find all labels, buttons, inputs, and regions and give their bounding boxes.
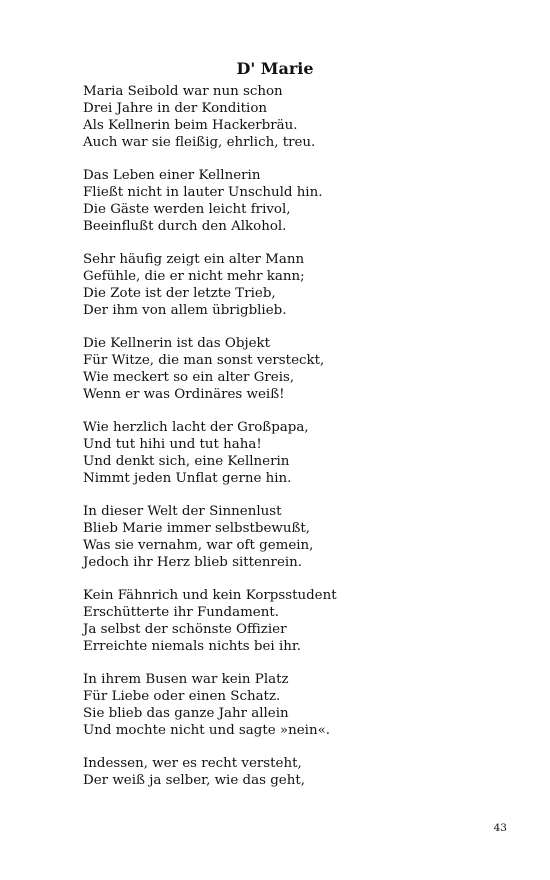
poem-line: Sie blieb das ganze Jahr allein [83, 706, 289, 721]
poem-line: Für Witze, die man sonst versteckt, [83, 353, 325, 368]
stanza-2 [83, 167, 503, 235]
poem-line: Für Liebe oder einen Schatz. [83, 689, 281, 704]
poem-line: Das Leben einer Kellnerin [83, 168, 261, 183]
poem-line: In ihrem Busen war kein Platz [83, 672, 289, 687]
poem-line: Erschütterte ihr Fundament. [83, 605, 279, 620]
stanza-5 [83, 419, 503, 487]
poem-line: Ja selbst der schönste Offizier [83, 622, 287, 637]
poem-line: Wenn er was Ordinäres weiß! [83, 387, 285, 402]
poem-line: Indessen, wer es recht versteht, [83, 756, 302, 771]
poem-line: Wie meckert so ein alter Greis, [83, 370, 295, 385]
poem-line: Als Kellnerin beim Hackerbräu. [83, 118, 298, 133]
poem-line: Und mochte nicht und sagte »nein«. [83, 723, 331, 738]
poem-title: D' Marie [236, 59, 314, 78]
poem-line: Nimmt jeden Unflat gerne hin. [83, 471, 292, 486]
poem-line: Der weiß ja selber, wie das geht, [83, 773, 305, 788]
stanza-1 [83, 83, 503, 151]
poem-line: Die Gäste werden leicht frivol, [83, 202, 291, 217]
poem-line: Die Zote ist der letzte Trieb, [83, 286, 276, 301]
poem-body [83, 83, 503, 805]
poem-line: Erreichte niemals nichts bei ihr. [83, 639, 302, 654]
poem-line: Die Kellnerin ist das Objekt [83, 336, 271, 351]
poem-line: Wie herzlich lacht der Großpapa, [83, 420, 309, 435]
stanza-9 [83, 755, 503, 789]
poem-line: Auch war sie fleißig, ehrlich, treu. [83, 135, 316, 150]
poem-line: Gefühle, die er nicht mehr kann; [83, 269, 305, 284]
stanza-7 [83, 587, 503, 655]
stanza-3 [83, 251, 503, 319]
poem-line: Der ihm von allem übrigblieb. [83, 303, 287, 318]
poem-line: Sehr häufig zeigt ein alter Mann [83, 252, 305, 267]
poem-line: Kein Fähnrich und kein Korpsstudent [83, 588, 337, 603]
poem-line: Maria Seibold war nun schon [83, 84, 283, 99]
stanza-4 [83, 335, 503, 403]
poem-line: Blieb Marie immer selbstbewußt, [83, 521, 311, 536]
poem-line: Fließt nicht in lauter Unschuld hin. [83, 185, 323, 200]
poem-line: Jedoch ihr Herz blieb sittenrein. [83, 555, 303, 570]
stanza-8 [83, 671, 503, 739]
poem-line: Und tut hihi und tut haha! [83, 437, 262, 452]
poem-line: Was sie vernahm, war oft gemein, [83, 538, 314, 553]
poem-line: Drei Jahre in der Kondition [83, 101, 268, 116]
poem-line: Und denkt sich, eine Kellnerin [83, 454, 290, 469]
poem-line: In dieser Welt der Sinnenlust [83, 504, 282, 519]
stanza-6 [83, 503, 503, 571]
poem-line: Beeinflußt durch den Alkohol. [83, 219, 287, 234]
page-number: 43 [493, 822, 507, 834]
